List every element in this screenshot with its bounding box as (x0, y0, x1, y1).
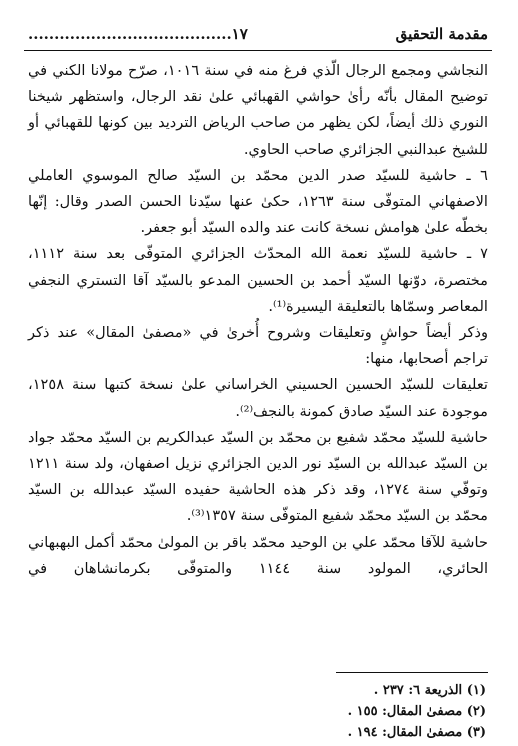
paragraph: حاشية للآقا محمّد علي بن الوحيد محمّد باقر بن المولىٰ محمّد أكمل البهبهاني الحائري، المولود سنة ١١٤٤ والمتوفّى بكرمانشاهان في (28, 533, 489, 577)
paragraph: ٦ ـ حاشية للسيّد صدر الدين محمّد بن السيّد صالح الموسوي العاملي الاصفهاني المتوفّى سنة ١٢٦٣، حكىٰ عنها سيّدنا الحسن الصدر وقال: إنّها بخطّه علىٰ هوامش نسخة كانت عند والده السيّد أبو جعفر. (28, 166, 488, 237)
paragraph: تعليقات للسيّد الحسين الحسيني الخراساني علىٰ نسخة كتبها سنة ١٢٥٨، موجودة عند السيّد صادق كمونة بالنجف⁽²⁾. (28, 376, 488, 420)
footnote: (٢) مصفىٰ المقال: ١٥٥ . (347, 704, 486, 719)
running-header (28, 20, 488, 48)
header-rule (24, 50, 492, 51)
body-text (28, 58, 488, 582)
footnote-rule (336, 672, 488, 673)
paragraph: النجاشي ومجمع الرجال الّذي فرغ منه في سنة ١٠١٦، صرّح مولانا الكني في توضيح المقال بأنّه رأىٰ حواشي القهبائي علىٰ نقد الرجال، واستظهر شيخنا النوري ذلك أيضاً، لكن يظهر من صاحب الرياض التردید بين كونها للقهبائي أو للشيخ عبدالنبي الجزائري صاحب الحاوي. (28, 62, 488, 158)
paragraph: حاشية للسيّد محمّد شفيع بن محمّد بن السيّد عبدالكريم بن السيّد محمّد جواد بن السيّد عبدالله بن السيّد نور الدين الجزائري نزيل اصفهان، ولد سنة ١٢١١ وتوفّي سنة ١٢٧٤، وقد ذكر هذه الحاشية حفيده السيّد عبدالله بن السيّد محمّد بن السيّد محمّد شفيع المتوفّى سنة ١٣٥٧⁽³⁾. (28, 428, 488, 525)
footnotes (186, 680, 486, 743)
footnote: (٣) مصفىٰ المقال: ١٩٤ . (347, 725, 486, 740)
page-number: ١٧....................................... (28, 25, 248, 43)
header-title: مقدمة التحقيق (395, 25, 488, 43)
paragraph: وذكر أيضاً حواشٍ وتعليقات وشروح أُخرىٰ في «مصفىٰ المقال» عند ذكر تراجم أصحابها، منها: (28, 324, 488, 368)
footnote: (١) الذريعة ٦: ٢٣٧ . (373, 683, 486, 698)
paragraph: ٧ ـ حاشية للسيّد نعمة الله المحدّث الجزائري المتوفّى بعد سنة ١١١٢، مختصرة، دوّنها السيّد أحمد بن الحسين المدعو بالسيّد آقا التستري النجفي المعاصر وسمّاها بالتعليقة اليسيرة⁽¹⁾. (28, 245, 488, 315)
